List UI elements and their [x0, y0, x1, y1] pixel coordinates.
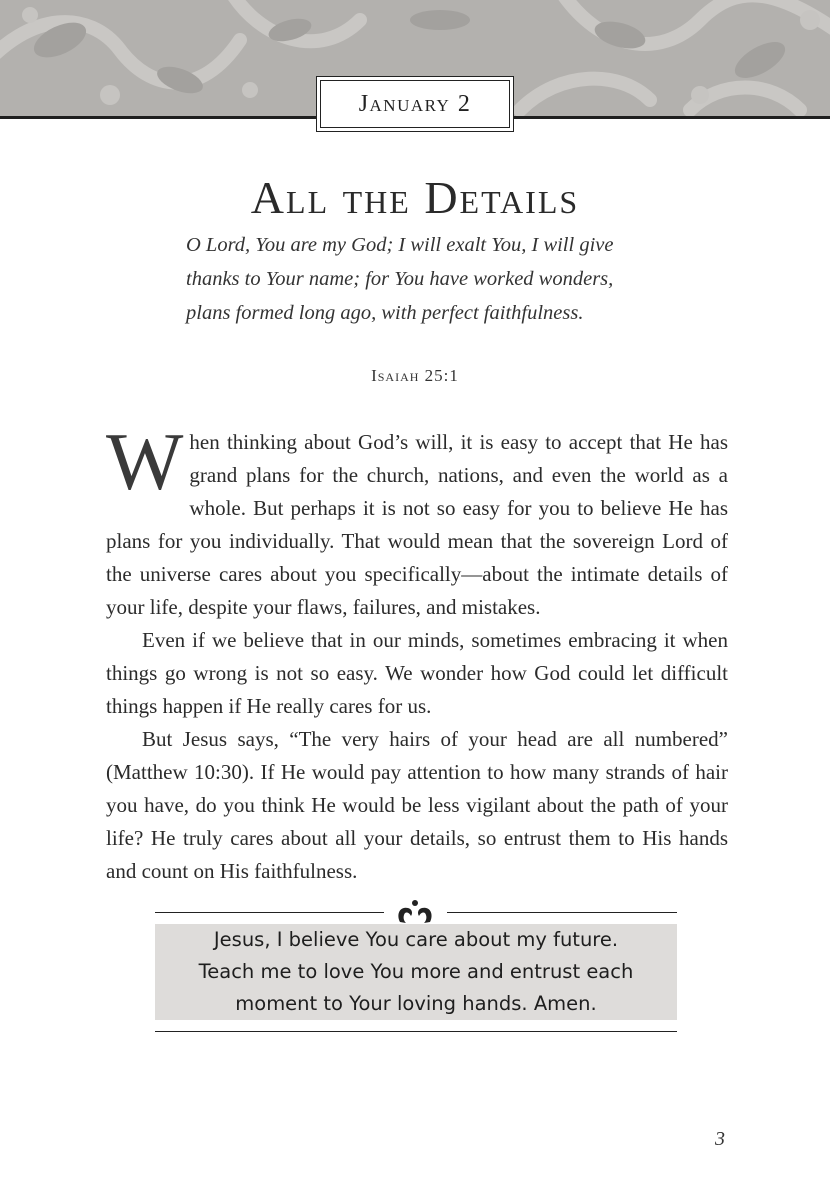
scripture-verse: O Lord, You are my God; I will exalt You, I will give thanks to Your name; for You have worked wonders, plans formed long ago, with perfect faithfulness.: [186, 234, 614, 324]
date-label: January 2: [358, 90, 472, 117]
prayer-bottom-rule: [155, 1031, 677, 1032]
paragraph-3: But Jesus says, “The very hairs of your head are all numbered” (Matthew 10:30). If He would pay attention to how many strands of hair you have, do you think He would be less vigilant about the path of your life? He truly cares about all your details, so entrust them to His hands and count on His faithfulness.: [106, 727, 728, 883]
page-number: 3: [715, 1128, 725, 1150]
paragraph-1-text: hen thinking about God’s will, it is easy to accept that He has grand plans for the church, nations, and even the world as a whole. But perhaps it is not so easy for you to believe He has plans for you individually. That would mean that the sovereign Lord of the universe cares about you specifically—about the intimate details of your life, despite your flaws, failures, and mistakes.: [106, 430, 728, 619]
prayer-box: [155, 924, 677, 1020]
scripture-reference: Isaiah 25:1: [371, 366, 459, 385]
paragraph-2: Even if we believe that in our minds, sometimes embracing it when things go wrong is not so easy. We wonder how God could let difficult things happen if He really cares for us.: [106, 628, 728, 718]
drop-cap: W: [106, 416, 184, 507]
devotional-body: [106, 416, 728, 888]
divider-left: [155, 912, 384, 913]
prayer-text: Jesus, I believe You care about my future. Teach me to love You more and entrust each moment to Your loving hands. Amen.: [198, 928, 634, 1015]
page-title: All the Details: [250, 171, 580, 223]
date-box: [316, 76, 514, 132]
fleuron-ornament-icon: [394, 898, 436, 926]
paragraph-1: [106, 416, 728, 624]
divider-right: [447, 912, 677, 913]
